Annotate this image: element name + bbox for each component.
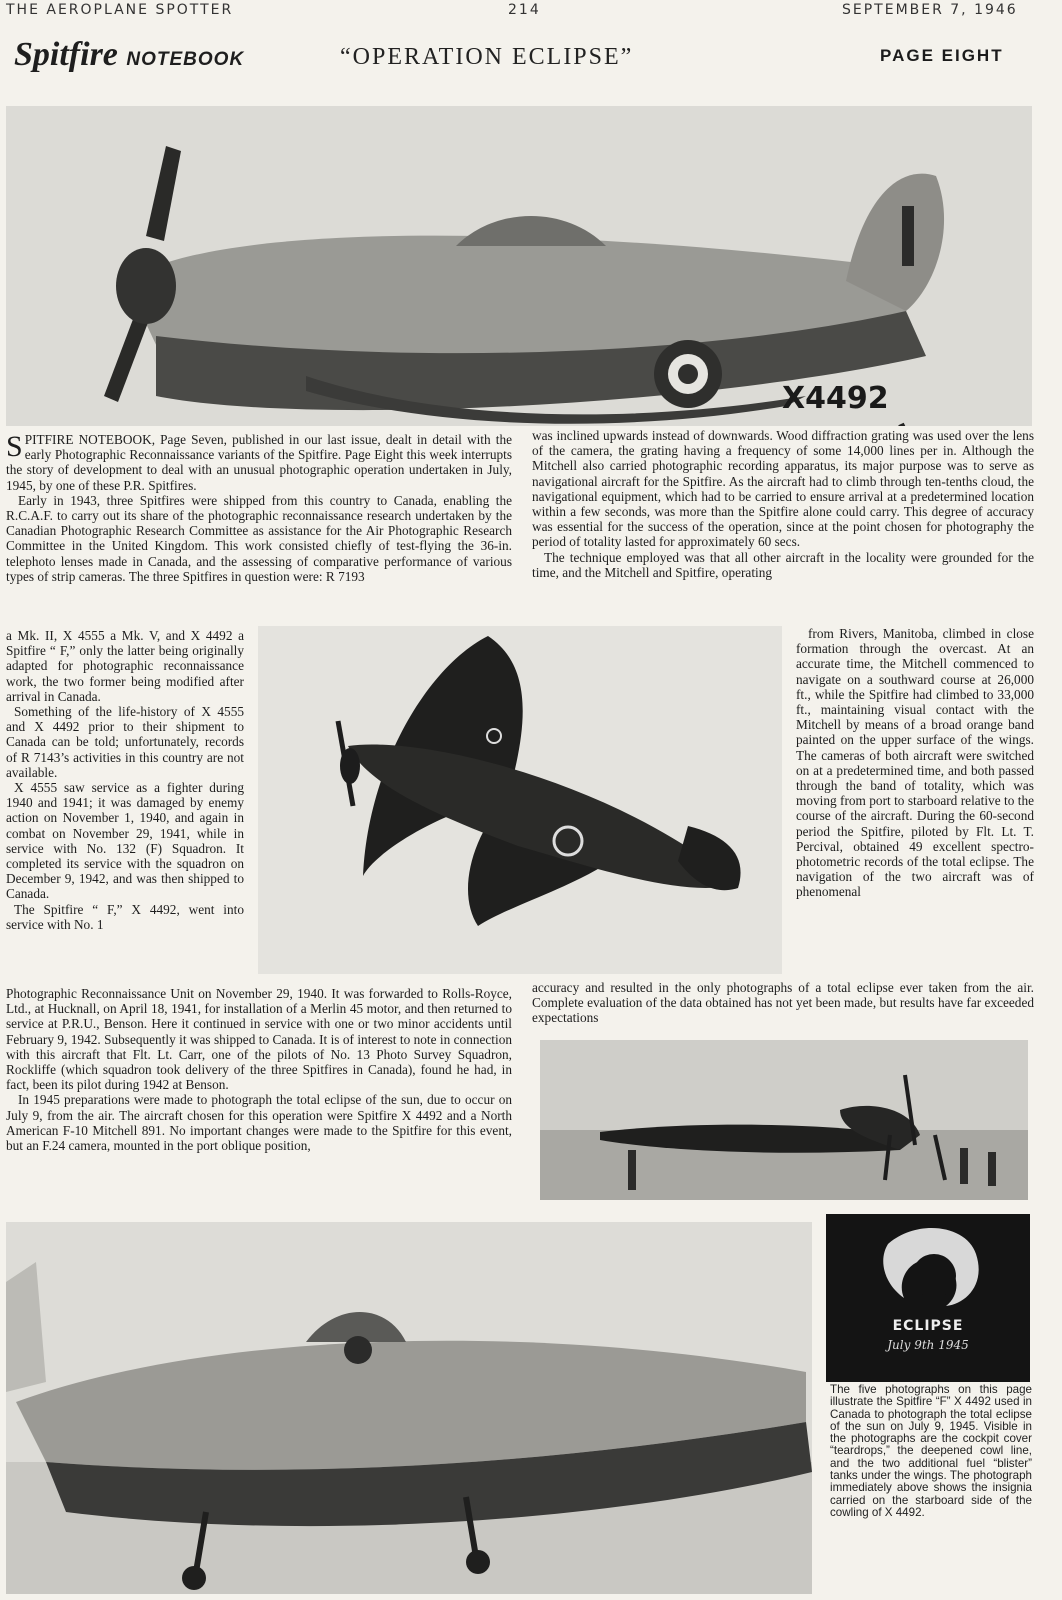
narrow-paragraph-3: X 4555 saw service as a fighter during 1940 and 1941; it was damaged by enemy action on November 1, 1940, and again in combat on November 29, 1941, while in service with No. 132 (F) Squadron. It completed its service with the squadron on December 9, 1942, and was then shipped to Canada. (6, 780, 244, 902)
eclipse-date: July 9th 1945 (887, 1338, 969, 1352)
drop-cap: S (6, 430, 23, 463)
logo-notebook: NOTEBOOK (126, 49, 245, 70)
article-col2-end (532, 980, 1034, 1026)
eclipse-insignia-photo (826, 1214, 1030, 1382)
photo-spitfire-underside (258, 626, 782, 974)
article-col1-lower (6, 986, 512, 1153)
spitfire-ground-illustration (540, 1040, 1028, 1200)
publication-name: THE AEROPLANE SPOTTER (6, 2, 234, 18)
eclipse-title: ECLIPSE (892, 1318, 964, 1334)
col2-paragraph-1: was inclined upwards instead of downwards. Wood diffraction grating was used over the lens of the camera, the grating having a frequency of some 14,000 lines per in. Although the Mitchell also carried photographic recording apparatus, its major purpose was to serve as navigational aircraft for the Spitfire. As the aircraft had to climb through ten-tenths cloud, the navigational equipment, which had to be carried to ensure arrival at a predetermined location within a few seconds, was more than the Spitfire alone could carry. This degree of accuracy was essential for the success of the operation, since at the point chosen for photography the period of totality lasted for approximately 60 secs. (532, 428, 1034, 550)
col1-lower-paragraph-2: In 1945 preparations were made to photograph the total eclipse of the sun, due to occur on July 9, from the air. The aircraft chosen for this operation were Spitfire X 4492 and a North American F-10 Mitchell 891. No important changes were made to the Spitfire for this event, but an F.24 camera, mounted in the port oblique position, (6, 1092, 512, 1154)
article-headline: “OPERATION ECLIPSE” (340, 44, 634, 70)
narrow-paragraph-2: Something of the life-history of X 4555 and X 4492 prior to their shipment to Canada can be told; unfortunately, records of R 7143’s activities in this country are not available. (6, 704, 244, 780)
eclipse-sun-icon (826, 1214, 1030, 1382)
spitfire-side-illustration (6, 106, 1032, 426)
photo-spitfire-side-view (6, 106, 1032, 426)
col1-paragraph-2: Early in 1943, three Spitfires were shipped from this country to Canada, enabling the R.C.A.F. to carry out its share of the photographic reconnaissance research undertaken by the Canadian Photographic Research Committee as assistance for the Air Photographic Research Committee in the United Kingdom. This work consisted chiefly of test-flying the 36-in. telephoto lenses made in Canada, and the assessing of comparative performance of various types of strip cameras. The three Spitfires in question were: R 7193 (6, 492, 512, 584)
issue-date: SEPTEMBER 7, 1946 (842, 2, 1018, 18)
article-col2-upper (532, 428, 1034, 580)
narrow-paragraph-1: a Mk. II, X 4555 a Mk. V, and X 4492 a Spitfire “ F,” only the latter being originally adapted for photographic reconnaissance work, the two former being modified after arrival in Canada. (6, 628, 244, 704)
narrow-paragraph-4: The Spitfire “ F,” X 4492, went into service with No. 1 (6, 901, 244, 932)
page-label: PAGE EIGHT (880, 46, 1004, 65)
page-number: 214 (508, 2, 541, 18)
photo-spitfire-parked (6, 1222, 812, 1594)
spitfire-underside-illustration (258, 626, 782, 974)
col1-paragraph-1: PITFIRE NOTEBOOK, Page Seven, published in our last issue, dealt in detail with the early Photographic Reconnaissance variants of the Spitfire. Page Eight this week interrupts the story of development to deal with an unusual photographic operation undertaken in July, 1945, by one of these P.R. Spitfires. (6, 432, 512, 493)
aircraft-serial: X4492 (782, 381, 889, 416)
logo-script: Spitfire (14, 36, 118, 73)
article-col1-upper (6, 432, 512, 584)
article-col2-narrow (796, 626, 1034, 900)
col1-lower-paragraph-1: Photographic Reconnaissance Unit on November 29, 1940. It was forwarded to Rolls-Royce, Ltd., at Hucknall, on April 18, 1941, for installation of a Merlin 45 motor, and then returned to service at P.R.U., Benson. Here it continued in service with one or two minor accidents until February 9, 1942. Subsequently it was shipped to Canada. It is of interest to note in connection with this aircraft that Flt. Lt. Carr, one of the pilots of No. 13 Photo Survey Squadron, Rockliffe (which squadron took delivery of the three Spitfires in Canada), found he had, in fact, been its pilot during 1942 at Benson. (6, 986, 512, 1093)
photo-spitfire-on-ground (540, 1040, 1028, 1200)
col2-narrow-paragraph: from Rivers, Manitoba, climbed in close formation through the overcast. At an accurate time, the Mitchell commenced to navigate on a southward course at 26,000 ft., while the Spitfire had climbed to 33,000 ft., maintaining visual contact with the Mitchell by means of a broad orange band painted on the upper surface of the wings. The cameras of both aircraft were switched on at a predetermined time, and both passed through the band of totality, which was moving from port to starboard relative to the course of the aircraft. During the 60-second period the Spitfire, piloted by Flt. Lt. T. Percival, obtained 49 excellent spectro-photometric records of the total eclipse. The navigation of the two aircraft was of phenomenal (796, 626, 1034, 900)
col2-paragraph-2: The technique employed was that all other aircraft in the locality were grounded for the time, and the Mitchell and Spitfire, operating (532, 549, 1034, 580)
article-col1-narrow (6, 628, 244, 932)
photo-caption: The five photographs on this page illustrate the Spitfire “F” X 4492 used in Canada to photograph the total eclipse of the sun on July 9, 1945. Visible in the photographs are the cockpit cover “teardrops,” the deepened cowl line, and the two additional fuel “blister” tanks under the wings. The photograph immediately above shows the insignia carried on the starboard side of the cowling of X 4492. (830, 1383, 1032, 1519)
col2-final-paragraph: accuracy and resulted in the only photographs of a total eclipse ever taken from the air. Complete evaluation of the data obtained has not yet been made, but results have far exceeded expectations (532, 980, 1034, 1026)
spitfire-notebook-logo (14, 36, 244, 74)
spitfire-parked-illustration (6, 1222, 812, 1594)
